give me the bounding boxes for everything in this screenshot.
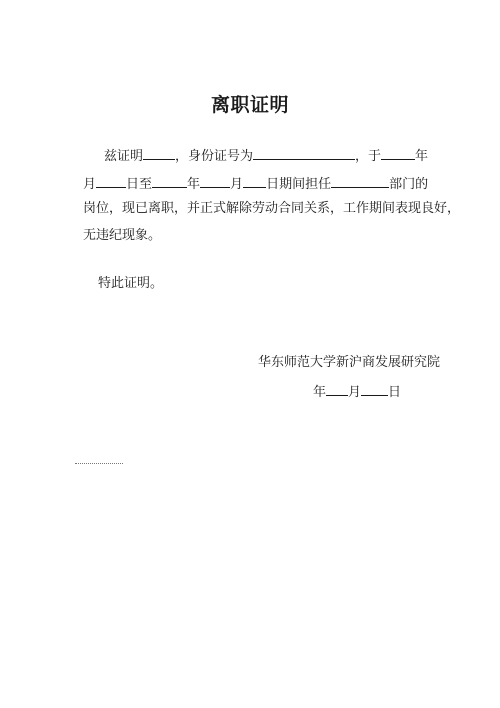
signature-month-blank[interactable] bbox=[326, 382, 348, 396]
end-day-blank[interactable] bbox=[243, 174, 266, 188]
signature-date bbox=[313, 382, 401, 401]
start-month-blank[interactable] bbox=[96, 174, 126, 188]
signature-month-label: 月 bbox=[348, 385, 362, 400]
line1-prefix: 兹证明 bbox=[104, 149, 144, 164]
document-title: 离职证明 bbox=[210, 94, 289, 116]
footnote-rule bbox=[75, 463, 123, 464]
line2-t4: 日期间担任 bbox=[266, 177, 332, 192]
end-year-blank[interactable] bbox=[152, 174, 187, 188]
id-number-blank[interactable] bbox=[253, 146, 355, 160]
start-year-blank[interactable] bbox=[381, 146, 415, 160]
department-blank[interactable] bbox=[331, 174, 389, 188]
line1-mid1: ，身份证号为 bbox=[175, 149, 254, 164]
signature-organization: 华东师范大学新沪商发展研究院 bbox=[258, 355, 441, 370]
line2-end: 部门的 bbox=[389, 177, 429, 192]
line2-t2: 年 bbox=[187, 177, 201, 192]
paragraph-line-4: 无违纪现象。 bbox=[83, 228, 162, 243]
paragraph-line-2 bbox=[83, 174, 428, 193]
line2-start: 月 bbox=[83, 177, 97, 192]
signature-day-label: 日 bbox=[388, 385, 402, 400]
signature-year-label: 年 bbox=[313, 385, 327, 400]
line1-mid2: ，于 bbox=[355, 149, 382, 164]
line1-end: 年 bbox=[415, 149, 429, 164]
line2-t1: 日至 bbox=[126, 177, 153, 192]
line2-t3: 月 bbox=[230, 177, 244, 192]
closing-text: 特此证明。 bbox=[98, 276, 164, 291]
paragraph-line-1 bbox=[104, 146, 428, 165]
paragraph-line-3: 岗位，现已离职，并正式解除劳动合同关系，工作期间表现良好， bbox=[83, 201, 461, 216]
signature-day-blank[interactable] bbox=[361, 382, 388, 396]
end-month-blank[interactable] bbox=[200, 174, 230, 188]
name-blank[interactable] bbox=[143, 146, 175, 160]
